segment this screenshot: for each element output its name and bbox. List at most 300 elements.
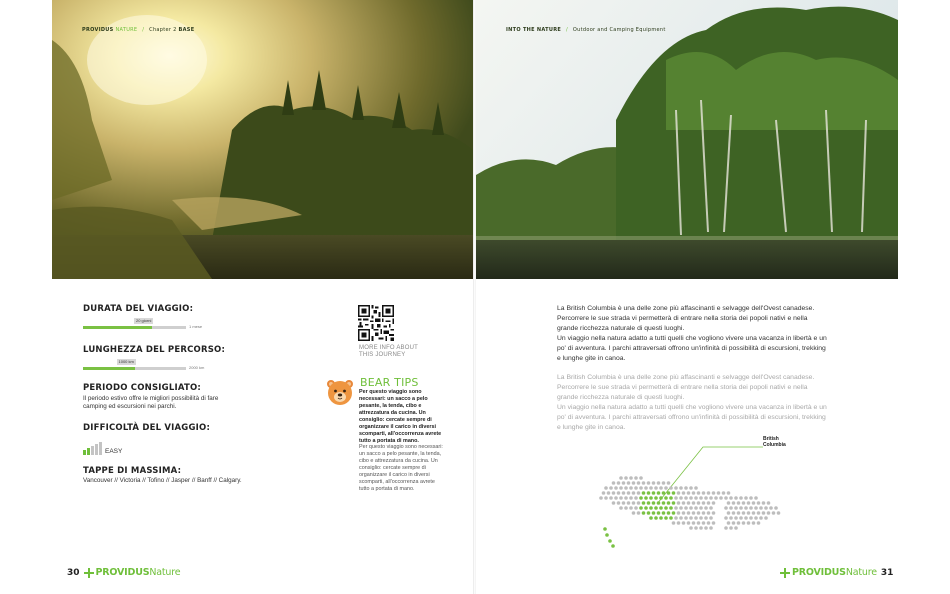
duration-tag: 20 giorni <box>136 318 152 323</box>
map-dot <box>754 506 758 510</box>
page-gutter <box>473 0 476 594</box>
period-block <box>83 383 233 411</box>
map-dot <box>644 506 648 510</box>
length-max: 2000 km <box>189 365 205 370</box>
footer-brand-bold: PROVIDUS <box>792 567 846 578</box>
page-number-right: 31 <box>880 567 894 578</box>
map-dot <box>734 506 738 510</box>
map-dot <box>677 521 681 525</box>
map-dot <box>629 496 633 500</box>
map-dot <box>777 511 781 515</box>
page-number-left: 30 <box>67 567 80 578</box>
map-dot <box>704 496 708 500</box>
map-dot <box>752 501 756 505</box>
article-light-paragraph-2: Un viaggio nella natura adatto a tutti quelli che vogliono vivere una vacanza in libertà e un po' di avventura. I parchi attraversati offrono un'infinità di possibilità di escursioni, trekking e lunghe gite in canoa. <box>557 404 827 431</box>
map-dot <box>669 516 673 520</box>
footer-brand-left <box>96 567 181 578</box>
map-dot <box>719 496 723 500</box>
map-dot <box>614 486 618 490</box>
difficulty-block <box>83 423 210 455</box>
map-dot <box>744 496 748 500</box>
map-dot <box>737 511 741 515</box>
map-dot <box>764 506 768 510</box>
map-dot <box>624 506 628 510</box>
map-dot <box>639 506 643 510</box>
stops-block <box>83 466 303 485</box>
map-dot <box>608 539 612 543</box>
map-dot <box>652 481 656 485</box>
map-dot <box>662 481 666 485</box>
map-dot <box>657 481 661 485</box>
map-dot <box>709 506 713 510</box>
map-dot <box>729 516 733 520</box>
qr-caption <box>359 345 418 359</box>
map-dot <box>692 521 696 525</box>
map-dot <box>749 496 753 500</box>
length-block <box>83 345 225 370</box>
map-dot <box>679 486 683 490</box>
map-dot <box>727 501 731 505</box>
map-dot <box>605 533 609 537</box>
map-dot <box>764 516 768 520</box>
length-label: LUNGHEZZA DEL PERCORSO: <box>83 345 226 355</box>
article-light <box>557 373 827 433</box>
map-dot <box>694 506 698 510</box>
article-dark <box>557 304 827 364</box>
map-dot <box>704 526 708 530</box>
map-dot <box>629 506 633 510</box>
map-dot <box>762 511 766 515</box>
map-dot <box>687 491 691 495</box>
canada-dot-map <box>585 432 785 552</box>
map-dot <box>722 491 726 495</box>
qr-caption-line1: MORE INFO ABOUT <box>359 345 419 351</box>
map-dot <box>737 501 741 505</box>
map-dot <box>649 496 653 500</box>
difficulty-bar <box>83 450 86 455</box>
map-dot <box>619 506 623 510</box>
map-dot <box>644 496 648 500</box>
map-dot <box>707 501 711 505</box>
map-dot <box>729 496 733 500</box>
map-dot <box>732 501 736 505</box>
map-dot <box>632 491 636 495</box>
map-dot <box>669 486 673 490</box>
qr-code[interactable] <box>358 305 394 341</box>
map-dot <box>732 511 736 515</box>
map-dot <box>659 486 663 490</box>
map-dot <box>747 511 751 515</box>
map-dot <box>702 511 706 515</box>
map-dot <box>689 506 693 510</box>
map-dot <box>667 501 671 505</box>
map-dot <box>649 486 653 490</box>
map-label <box>763 436 786 448</box>
duration-bar-fill <box>83 326 152 329</box>
map-dot <box>609 496 613 500</box>
length-tag: 1000 km <box>118 359 134 364</box>
map-dot <box>752 521 756 525</box>
map-dot <box>684 486 688 490</box>
map-dot <box>704 506 708 510</box>
map-dot <box>679 516 683 520</box>
map-dot <box>604 486 608 490</box>
running-head-right <box>506 27 666 33</box>
map-dot <box>679 496 683 500</box>
map-dot <box>694 486 698 490</box>
duration-label: DURATA DEL VIAGGIO: <box>83 304 194 314</box>
map-dot <box>689 496 693 500</box>
map-dot <box>639 476 643 480</box>
map-dot <box>724 496 728 500</box>
duration-bar <box>83 318 203 329</box>
map-dot <box>729 526 733 530</box>
map-dot <box>689 516 693 520</box>
map-dot <box>647 491 651 495</box>
map-dot <box>769 506 773 510</box>
map-dot <box>642 501 646 505</box>
length-bar <box>83 359 205 370</box>
map-dot <box>712 491 716 495</box>
map-dot <box>649 516 653 520</box>
map-dot <box>774 506 778 510</box>
map-dot <box>632 481 636 485</box>
map-dot <box>702 491 706 495</box>
map-dot <box>747 521 751 525</box>
map-dot <box>727 491 731 495</box>
stops-text: Vancouver // Victoria // Tofino // Jasper // Banff // Calgary. <box>83 477 242 484</box>
difficulty-bar <box>91 446 94 455</box>
duration-block <box>83 304 203 329</box>
map-dot <box>724 516 728 520</box>
map-dot <box>612 501 616 505</box>
map-dot <box>747 501 751 505</box>
map-dot <box>744 506 748 510</box>
map-dot <box>734 496 738 500</box>
plus-logo-icon <box>84 568 94 578</box>
map-dot <box>742 511 746 515</box>
map-dot <box>617 501 621 505</box>
map-dot <box>702 521 706 525</box>
forest-lake-photo-right <box>476 0 898 279</box>
difficulty-bar <box>95 444 98 455</box>
map-dot <box>682 521 686 525</box>
map-dot <box>654 486 658 490</box>
map-dot <box>664 516 668 520</box>
map-dot <box>652 491 656 495</box>
map-dot <box>639 496 643 500</box>
map-dot <box>757 521 761 525</box>
map-dot <box>624 486 628 490</box>
bear-tips-light-text: Per questo viaggio sono necessari: un sacco a pelo pesante, la tenda, cibo e attrezzatura da cucina. Un consiglio: cercate sempre di organizzare il carico in diversi scomparti, all'occorrenza avrete tutto a portata di mano. <box>359 444 443 492</box>
map-dot <box>659 516 663 520</box>
running-head-brand: PROVIDUS <box>82 27 114 33</box>
footer-left <box>67 567 180 578</box>
map-dot <box>614 496 618 500</box>
map-dot <box>752 511 756 515</box>
map-dot <box>662 491 666 495</box>
slash-divider-icon: / <box>142 27 145 33</box>
running-head-brand-nature: NATURE <box>115 27 138 33</box>
map-dot <box>714 496 718 500</box>
map-dot <box>689 526 693 530</box>
map-dot <box>662 501 666 505</box>
map-dot <box>699 526 703 530</box>
map-dot <box>749 516 753 520</box>
map-callout-line <box>657 447 763 504</box>
map-dot <box>627 481 631 485</box>
map-dot <box>664 496 668 500</box>
map-dot <box>634 496 638 500</box>
map-dot <box>632 501 636 505</box>
map-dot <box>759 506 763 510</box>
bear-tips-bold-text: Per questo viaggio sono necessari: un sacco a pelo pesante, la tenda, cibo e attrezzatura da cucina. Un consiglio: cercate sempre di organizzare il carico in diversi scomparti, all'occorrenza avrete tutto a portata di mano. <box>359 389 442 444</box>
map-dot <box>699 506 703 510</box>
map-dot <box>699 496 703 500</box>
map-dot <box>727 521 731 525</box>
map-dot <box>634 476 638 480</box>
map-dot <box>709 526 713 530</box>
map-dot <box>602 491 606 495</box>
map-dot <box>664 486 668 490</box>
map-dot <box>629 476 633 480</box>
map-dot <box>637 481 641 485</box>
map-dot <box>744 516 748 520</box>
running-head-section: BASE <box>178 27 195 33</box>
map-dot <box>694 526 698 530</box>
map-dot <box>707 521 711 525</box>
map-dot <box>679 506 683 510</box>
map-dot <box>712 511 716 515</box>
map-dot <box>657 501 661 505</box>
map-dot <box>739 506 743 510</box>
map-dot <box>689 486 693 490</box>
period-label: PERIODO CONSIGLIATO: <box>83 383 201 393</box>
difficulty-bar <box>99 442 102 455</box>
map-dot <box>709 516 713 520</box>
map-dot <box>664 506 668 510</box>
map-dot <box>684 516 688 520</box>
map-dot <box>717 491 721 495</box>
map-dot <box>704 516 708 520</box>
map-dot <box>677 491 681 495</box>
map-dot <box>702 501 706 505</box>
map-dot <box>652 511 656 515</box>
map-dot <box>762 501 766 505</box>
map-dot <box>669 506 673 510</box>
period-text: Il periodo estivo offre le migliori possibilità di fare camping ed escursioni nei parchi. <box>83 395 219 410</box>
article-dark-paragraph-1: La British Columbia è una delle zone più affascinanti e selvagge dell'Ovest canadese. Percorrere le sue strada vi permetterà di entrare nella storia dei popoli nativi e nella grande ricchezza naturale di questi luoghi. <box>557 305 815 332</box>
map-dot <box>682 501 686 505</box>
map-dot <box>677 501 681 505</box>
map-dot <box>682 491 686 495</box>
difficulty-bar <box>87 448 90 455</box>
map-dot <box>697 491 701 495</box>
map-dot <box>647 481 651 485</box>
map-dot <box>619 486 623 490</box>
bear-icon <box>326 378 354 406</box>
map-dot <box>637 501 641 505</box>
map-dot <box>639 486 643 490</box>
map-dot <box>657 511 661 515</box>
map-dot <box>667 481 671 485</box>
map-dot <box>759 516 763 520</box>
stops-label: TAPPE DI MASSIMA: <box>83 466 182 476</box>
map-dot <box>742 501 746 505</box>
map-dot <box>604 496 608 500</box>
map-dot <box>619 496 623 500</box>
map-dot <box>739 496 743 500</box>
map-dot <box>669 496 673 500</box>
running-head-title: INTO THE NATURE <box>506 27 562 33</box>
map-dot <box>642 481 646 485</box>
map-dot <box>682 511 686 515</box>
map-dot <box>712 521 716 525</box>
map-dot <box>772 511 776 515</box>
map-dot <box>692 511 696 515</box>
running-head-left <box>82 27 194 33</box>
qr-caption-line2: THIS JOURNEY <box>359 352 406 358</box>
slash-divider-icon: / <box>566 27 568 33</box>
map-dot <box>697 521 701 525</box>
map-dot <box>659 506 663 510</box>
map-dot <box>627 491 631 495</box>
map-dot <box>757 501 761 505</box>
map-dot <box>712 501 716 505</box>
map-dot <box>617 491 621 495</box>
map-dot <box>634 506 638 510</box>
map-dot <box>694 496 698 500</box>
map-dot <box>699 516 703 520</box>
map-dot <box>642 491 646 495</box>
map-dot <box>609 486 613 490</box>
length-bar-fill <box>83 367 135 370</box>
map-dot <box>694 516 698 520</box>
map-dot <box>697 511 701 515</box>
map-dot <box>622 481 626 485</box>
map-dot <box>734 526 738 530</box>
map-dot <box>687 501 691 505</box>
map-dot <box>611 544 615 548</box>
map-dot <box>687 511 691 515</box>
plus-logo-icon <box>780 568 790 578</box>
map-dot <box>737 521 741 525</box>
map-dot <box>667 491 671 495</box>
map-dot <box>697 501 701 505</box>
map-dot <box>727 511 731 515</box>
map-dot <box>674 496 678 500</box>
map-dot <box>617 481 621 485</box>
map-dot <box>612 491 616 495</box>
map-dot <box>729 506 733 510</box>
map-dot <box>707 491 711 495</box>
map-dot <box>672 511 676 515</box>
map-dot <box>624 476 628 480</box>
map-dot <box>622 501 626 505</box>
map-dot <box>684 496 688 500</box>
map-dot <box>637 511 641 515</box>
map-dot <box>672 501 676 505</box>
map-dot <box>607 491 611 495</box>
map-dot <box>684 506 688 510</box>
bear-tips-title: BEAR TIPS <box>360 376 419 389</box>
article-dark-paragraph-2: Un viaggio nella natura adatto a tutti quelli che vogliono vivere una vacanza in libertà e un po' di avventura. I parchi attraversati offrono un'infinità di possibilità di escursioni, trekking e lunghe gite in canoa. <box>557 335 827 362</box>
map-dot <box>767 511 771 515</box>
running-head-subtitle: Outdoor and Camping Equipment <box>572 27 666 33</box>
map-dot <box>754 516 758 520</box>
map-dot <box>632 511 636 515</box>
map-dot <box>637 491 641 495</box>
map-dot <box>624 496 628 500</box>
map-dot <box>657 491 661 495</box>
map-dot <box>734 516 738 520</box>
difficulty-bars-icon <box>83 442 102 455</box>
map-dot <box>674 516 678 520</box>
map-dot <box>629 486 633 490</box>
map-label-line1: British <box>763 436 779 442</box>
footer-brand-light: Nature <box>845 567 877 578</box>
map-dot <box>767 501 771 505</box>
map-dot <box>749 506 753 510</box>
map-dot <box>754 496 758 500</box>
article-light-paragraph-1: La British Columbia è una delle zone più affascinanti e selvagge dell'Ovest canadese. Percorrere le sue strada vi permetterà di entrare nella storia dei popoli nativi e nella grande ricchezza naturale di questi luoghi. <box>557 374 815 401</box>
map-dot <box>692 491 696 495</box>
map-dot <box>649 506 653 510</box>
map-dot <box>619 476 623 480</box>
forest-lake-photo-left <box>52 0 473 279</box>
map-dot <box>654 506 658 510</box>
map-dot <box>742 521 746 525</box>
map-dot <box>757 511 761 515</box>
footer-brand-right <box>792 567 877 578</box>
map-dot <box>647 511 651 515</box>
footer-brand-bold: PROVIDUS <box>95 567 150 578</box>
map-dot <box>672 521 676 525</box>
map-dot <box>674 506 678 510</box>
map-dot <box>654 496 658 500</box>
map-dot <box>642 511 646 515</box>
footer-brand-light: Nature <box>149 567 181 578</box>
map-dot <box>622 491 626 495</box>
map-dot <box>724 506 728 510</box>
map-dot <box>672 491 676 495</box>
map-dot <box>677 511 681 515</box>
map-dot <box>692 501 696 505</box>
running-head-chapter: Chapter 2 <box>149 27 177 33</box>
map-dot <box>634 486 638 490</box>
map-dot <box>603 527 607 531</box>
map-dot <box>644 486 648 490</box>
difficulty-label: DIFFICOLTÀ DEL VIAGGIO: <box>83 423 211 433</box>
map-dot <box>647 501 651 505</box>
map-dot <box>652 501 656 505</box>
map-dot <box>654 516 658 520</box>
map-dot <box>659 496 663 500</box>
map-dot <box>612 481 616 485</box>
map-dot <box>739 516 743 520</box>
duration-max: 1 mese <box>189 324 203 329</box>
difficulty-value: EASY <box>105 448 123 455</box>
map-dot <box>707 511 711 515</box>
map-dot <box>674 486 678 490</box>
map-dot <box>709 496 713 500</box>
map-dot <box>687 521 691 525</box>
map-dot <box>662 511 666 515</box>
map-dot <box>599 496 603 500</box>
map-dot <box>732 521 736 525</box>
footer-right <box>780 567 893 578</box>
map-dot <box>627 501 631 505</box>
